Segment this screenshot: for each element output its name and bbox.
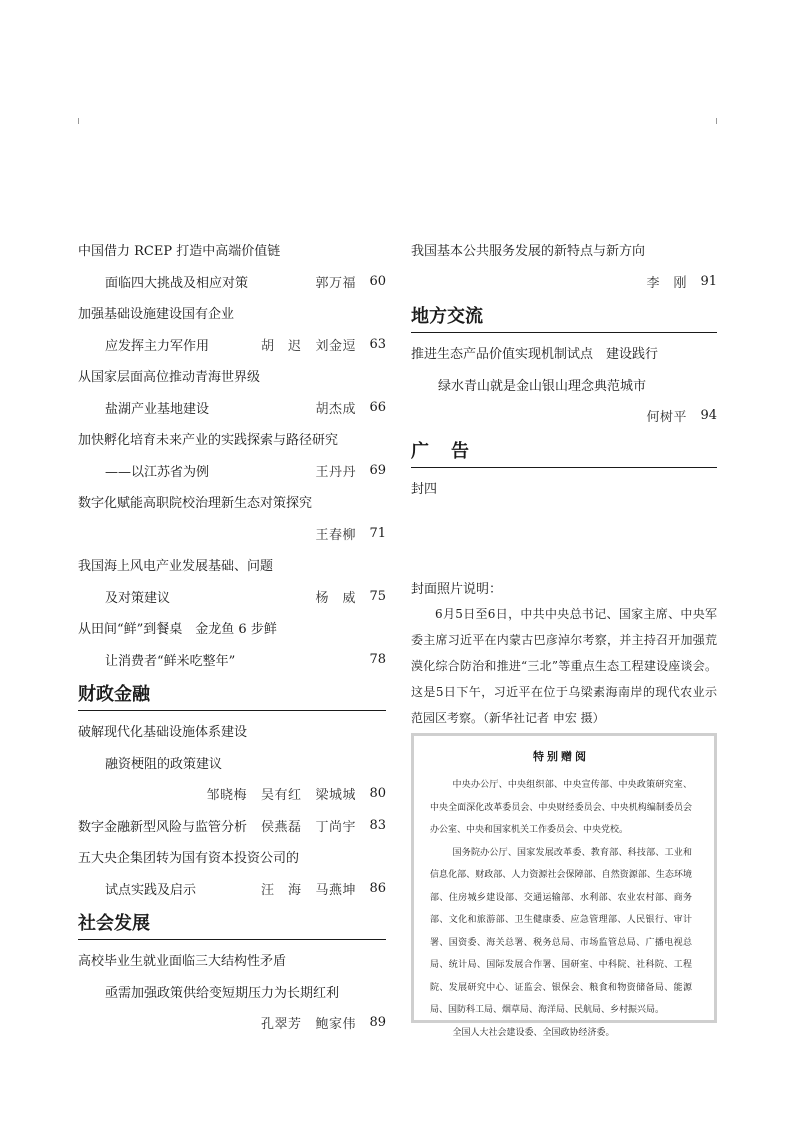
entry-author: 丁尚宇 [315, 819, 357, 835]
toc-line [78, 360, 386, 392]
entry-title: 绿水青山就是金山银山理念典范城市 [438, 378, 647, 394]
crop-mark-right [716, 118, 717, 124]
entry-title: 封四 [411, 481, 438, 497]
toc-entry[interactable] [78, 944, 386, 1039]
toc-entry[interactable] [78, 486, 386, 549]
entry-page-number: 91 [700, 273, 717, 289]
toc-right-column [411, 234, 717, 731]
toc-line [411, 400, 717, 432]
entry-author: 郭万福 [315, 275, 356, 291]
entry-page-number: 94 [700, 408, 717, 424]
entry-title: 加强基础设施建设国有企业 [78, 307, 235, 323]
spacer [411, 503, 717, 573]
toc-line [78, 976, 386, 1008]
entry-title: 数字化赋能高职院校治理新生态对策探究 [78, 496, 313, 512]
toc-line [78, 486, 386, 518]
toc-line [78, 266, 386, 298]
entry-title: 及对策建议 [105, 590, 171, 606]
entry-author: 吴有红 [260, 788, 302, 804]
toc-left-column [78, 234, 386, 1039]
toc-line [78, 715, 386, 747]
entry-author: 侯燕磊 [261, 819, 302, 835]
toc-line [411, 266, 717, 298]
entry-page-number: 89 [369, 1015, 386, 1031]
entry-title: 面临四大挑战及相应对策 [105, 275, 249, 291]
entry-authors [192, 784, 356, 803]
entry-authors [247, 1013, 356, 1032]
toc-line [78, 549, 386, 581]
entry-title: 破解现代化基础设施体系建设 [78, 725, 248, 741]
entry-author: 刘金逗 [315, 338, 356, 354]
entry-title: 加快孵化培育未来产业的实践探索与路径研究 [78, 433, 339, 449]
toc-line [78, 392, 386, 424]
entry-author: 李 刚 [646, 275, 687, 291]
toc-line [411, 369, 717, 401]
entry-author: 鲍家伟 [315, 1017, 356, 1033]
toc-line [78, 747, 386, 779]
notice-paragraph: 全国人大社会建设委、全国政协经济委。 [452, 1027, 615, 1038]
entry-authors [632, 272, 687, 291]
cover-caption-body: 6月5日至6日，中共中央总书记、国家主席、中央军委主席习近平在内蒙古巴彦淖尔考察，并主持召开加强荒漠化综合防治和推进“三北”等重点生态工程建设座谈会。这是5日下午，习近平在位于乌梁素海南岸的现代农业示范园区考察。（新华社记者 申宏 摄） [411, 607, 717, 725]
crop-mark-left [78, 118, 79, 124]
cover-caption-title: 封面照片说明： [411, 581, 503, 597]
toc-line [78, 841, 386, 873]
toc-entry[interactable] [78, 423, 386, 486]
toc-line [78, 581, 386, 613]
section-heading: 财政金融 [78, 677, 386, 711]
entry-page-number: 75 [369, 588, 386, 604]
toc-entry[interactable] [78, 234, 386, 297]
entry-author: 孔翠芳 [260, 1017, 302, 1033]
toc-line [411, 234, 717, 266]
entry-page-number: 86 [369, 880, 386, 896]
entry-page-number: 63 [369, 336, 386, 352]
entry-author: 王春柳 [315, 527, 356, 543]
notice-paragraph: 国务院办公厅、国家发展改革委、教育部、科技部、工业和信息化部、财政部、人力资源社会保障部、自然资源部、生态环境部、住房城乡建设部、交通运输部、水利部、农业农村部、商务部、文化和旅游部、卫生健康委、应急管理部、人民银行、审计署、国资委、海关总署、税务总局、市场监管总局、广播电视总局、统计局、国际发展合作署、国研室、中科院、社科院、工程院、发展研究中心、证监会、银保会、粮食和物资储备局、能源局、国防科工局、烟草局、海洋局、民航局、乡村振兴局。 [430, 847, 692, 1015]
special-distribution-box [411, 733, 717, 1038]
toc-entry[interactable] [78, 810, 386, 842]
toc-entry[interactable] [78, 612, 386, 675]
toc-entry[interactable] [411, 337, 717, 432]
entry-title: 数字金融新型风险与监管分析 [78, 819, 248, 835]
entry-title: 五大央企集团转为国有资本投资公司的 [78, 851, 300, 867]
entry-page-number: 78 [369, 651, 386, 667]
entry-author: 汪 海 [260, 882, 302, 898]
entry-page-number: 83 [369, 817, 386, 833]
entry-title: 从国家层面高位推动青海世界级 [78, 370, 261, 386]
entry-authors [301, 587, 356, 606]
toc-line [78, 810, 386, 842]
toc-line [78, 455, 386, 487]
toc-line [78, 297, 386, 329]
section-heading: 地方交流 [411, 299, 717, 333]
entry-title: 应发挥主力军作用 [105, 338, 210, 354]
toc-line [78, 778, 386, 810]
toc-line [78, 944, 386, 976]
entry-authors [247, 335, 356, 354]
toc-line [78, 423, 386, 455]
entry-authors [301, 461, 356, 480]
entry-title: 我国基本公共服务发展的新特点与新方向 [411, 244, 646, 260]
toc-entry[interactable] [411, 234, 717, 297]
entry-authors [301, 272, 356, 291]
toc-line [411, 337, 717, 369]
entry-title: 从田间“鲜”到餐桌 金龙鱼 6 步鲜 [78, 622, 277, 638]
entry-author: 胡杰成 [315, 401, 356, 417]
cover-photo-caption [411, 573, 717, 731]
entry-title: 高校毕业生就业面临三大结构性矛盾 [78, 954, 287, 970]
entry-title: 中国借力 RCEP 打造中高端价值链 [78, 244, 281, 260]
toc-line [78, 1007, 386, 1039]
entry-page-number: 80 [369, 786, 386, 802]
entry-author: 胡 迟 [260, 338, 302, 354]
entry-author: 邹晓梅 [206, 788, 247, 804]
entry-title: 试点实践及启示 [105, 882, 197, 898]
entry-page-number: 71 [369, 525, 386, 541]
toc-right-entries [411, 234, 717, 503]
entry-authors [301, 524, 356, 543]
section-heading: 社会发展 [78, 906, 386, 940]
entry-page-number: 69 [369, 462, 386, 478]
notice-paragraph: 中央办公厅、中央组织部、中央宣传部、中央政策研究室、中央全面深化改革委员会、中央财经委员会、中央机构编制委员会办公室、中央和国家机关工作委员会、中央党校。 [430, 780, 692, 835]
toc-line [78, 234, 386, 266]
entry-author: 王丹丹 [315, 464, 356, 480]
entry-author: 杨 威 [315, 590, 356, 606]
entry-authors [301, 398, 356, 417]
entry-title: 我国海上风电产业发展基础、问题 [78, 559, 274, 575]
toc-entry[interactable] [78, 841, 386, 904]
toc-line [78, 518, 386, 550]
toc-entry[interactable] [78, 297, 386, 360]
notice-title: 特别赠阅 [533, 750, 589, 763]
section-heading: 广告 [411, 434, 717, 468]
toc-line [78, 644, 386, 676]
toc-line [78, 612, 386, 644]
entry-title: 亟需加强政策供给变短期压力为长期红利 [105, 985, 340, 1001]
entry-title: ——以江苏省为例 [105, 464, 210, 480]
toc-line [78, 873, 386, 905]
toc-entry[interactable] [78, 715, 386, 810]
entry-authors [632, 406, 687, 425]
toc-entry[interactable] [78, 360, 386, 423]
toc-line [78, 329, 386, 361]
entry-page-number: 60 [369, 273, 386, 289]
entry-author: 梁城城 [315, 788, 356, 804]
toc-entry[interactable] [411, 472, 717, 504]
entry-title: 融资梗阻的政策建议 [105, 756, 223, 772]
entry-author: 马燕坤 [315, 882, 356, 898]
entry-authors [247, 879, 356, 898]
entry-author: 何树平 [646, 410, 687, 426]
toc-entry[interactable] [78, 549, 386, 612]
entry-authors [247, 816, 356, 835]
entry-title: 盐湖产业基地建设 [105, 401, 210, 417]
toc-line [411, 472, 717, 504]
entry-title: 让消费者“鲜米吃整年” [105, 653, 236, 669]
entry-title: 推进生态产品价值实现机制试点 建设践行 [411, 347, 659, 363]
entry-page-number: 66 [369, 399, 386, 415]
